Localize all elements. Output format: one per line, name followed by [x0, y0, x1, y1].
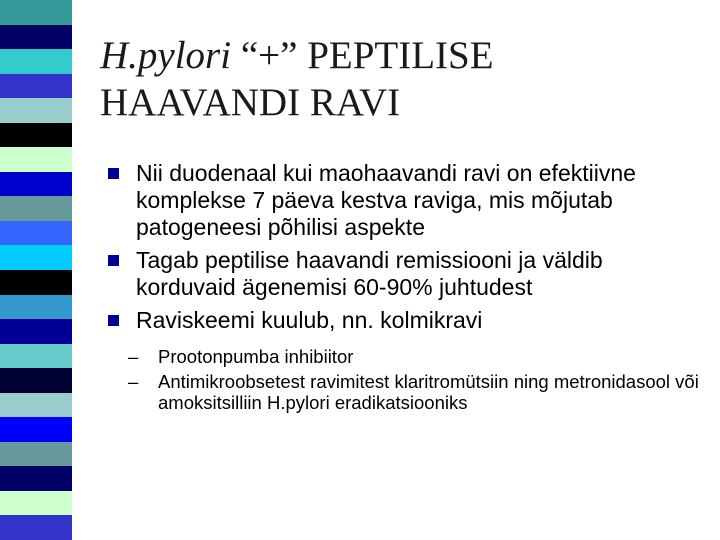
- title-italic-part: H.pylori: [100, 34, 232, 77]
- dash-bullet-icon: –: [128, 371, 139, 392]
- stripe-block: [0, 319, 72, 344]
- stripe-block: [0, 344, 72, 369]
- stripe-block: [0, 442, 72, 467]
- stripe-block: [0, 417, 72, 442]
- stripe-block: [0, 491, 72, 516]
- stripe-block: [0, 270, 72, 295]
- slide-title: [100, 32, 700, 126]
- stripe-block: [0, 196, 72, 221]
- stripe-block: [0, 368, 72, 393]
- stripe-block: [0, 25, 72, 50]
- stripe-block: [0, 147, 72, 172]
- sub-bullet-text: Prootonpumba inhibiitor: [158, 346, 354, 367]
- sub-bullet-text: Antimikroobsetest ravimitest klaritromütsiin ning metronidasool või amoksitsilliin H.pylori eradikatsiooniks: [158, 371, 699, 413]
- stripe-block: [0, 123, 72, 148]
- sub-bullet-item: [128, 371, 708, 413]
- bullet-text: Raviskeemi kuulub, nn. kolmikravi: [136, 307, 483, 333]
- square-bullet-icon: [108, 255, 119, 266]
- stripe-block: [0, 295, 72, 320]
- square-bullet-icon: [108, 168, 119, 179]
- stripe-block: [0, 0, 72, 25]
- bullet-text: Tagab peptilise haavandi remissiooni ja väldib korduvaid ägenemisi 60-90% juhtudest: [136, 247, 603, 300]
- bullet-item: [108, 247, 708, 301]
- stripe-block: [0, 49, 72, 74]
- sub-bullet-list: [108, 346, 708, 413]
- stripe-block: [0, 172, 72, 197]
- decorative-stripe: [0, 0, 72, 540]
- stripe-block: [0, 98, 72, 123]
- bullet-item: [108, 307, 708, 334]
- stripe-block: [0, 245, 72, 270]
- stripe-block: [0, 515, 72, 540]
- stripe-block: [0, 74, 72, 99]
- dash-bullet-icon: –: [128, 346, 139, 367]
- stripe-block: [0, 221, 72, 246]
- square-bullet-icon: [108, 315, 119, 326]
- stripe-block: [0, 393, 72, 418]
- bullet-item: [108, 160, 708, 241]
- sub-bullet-item: [128, 346, 708, 367]
- bullet-text: Nii duodenaal kui maohaavandi ravi on efektiivne komplekse 7 päeva kestva raviga, mis mõjutab patogeneesi põhilisi aspekte: [136, 160, 636, 240]
- stripe-block: [0, 466, 72, 491]
- slide-content: [108, 160, 708, 417]
- title-main-part: “+” PEPTILISE HAAVANDI RAVI: [100, 34, 494, 124]
